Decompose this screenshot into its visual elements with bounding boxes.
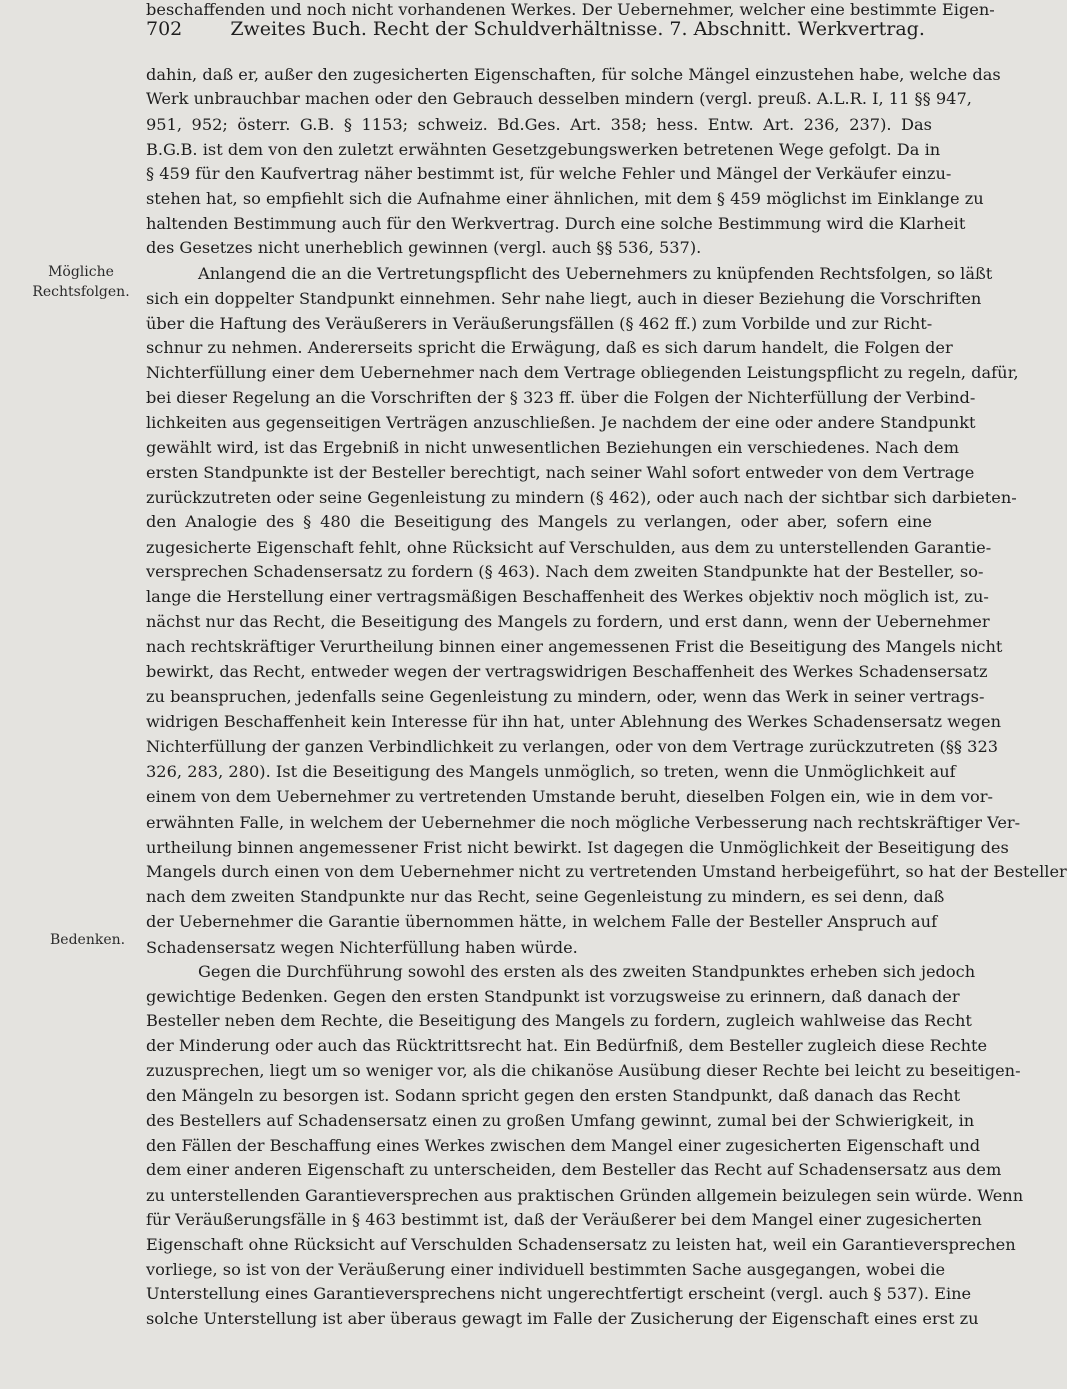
text-line: Werk unbrauchbar machen oder den Gebrauch desselben mindern (vergl. preuß. A.L.R. I, 11 §§ 947, xyxy=(146,89,972,108)
text-line: widrigen Beschaffenheit kein Interesse für ihn hat, unter Ablehnung des Werkes Schadensersatz wegen xyxy=(146,712,1002,731)
text-line: haltenden Bestimmung auch für den Werkvertrag. Durch eine solche Bestimmung wird die Klarheit xyxy=(146,214,966,233)
text-line: zu unterstellenden Garantieversprechen aus praktischen Gründen allgemein beizulegen sein würde. Wenn xyxy=(146,1186,1024,1205)
page-number: 702 xyxy=(146,18,183,40)
text-line: zugesicherte Eigenschaft fehlt, ohne Rücksicht auf Verschulden, aus dem zu unterstellenden Garantie- xyxy=(146,538,992,557)
text-line: den Fällen der Beschaffung eines Werkes zwischen dem Mangel einer zugesicherten Eigenschaft und xyxy=(146,1136,981,1155)
text-line: Eigenschaft ohne Rücksicht auf Verschulden Schadensersatz zu leisten hat, weil ein Garantieversprechen xyxy=(146,1235,1016,1254)
text-line: zu beanspruchen, jedenfalls seine Gegenleistung zu mindern, oder, wenn das Werk in seiner vertrags- xyxy=(146,687,985,706)
text-line: nach dem zweiten Standpunkte nur das Recht, seine Gegenleistung zu mindern, es sei denn, daß xyxy=(146,887,945,906)
text-line: gewählt wird, ist das Ergebniß in nicht unwesentlichen Beziehungen ein verschiedenes. Nach dem xyxy=(146,438,959,457)
text-line: Nichterfüllung einer dem Uebernehmer nach dem Vertrage obliegenden Leistungspflicht zu regeln, dafür, xyxy=(146,363,1019,382)
margin-note-rechtsfolgen xyxy=(22,262,140,302)
text-line: urtheilung binnen angemessener Frist nicht bewirkt. Ist dagegen die Unmöglichkeit der Beseitigung des xyxy=(146,838,1009,857)
text-line: erwähnten Falle, in welchem der Uebernehmer die noch mögliche Verbesserung nach rechtskräftiger Ver- xyxy=(146,813,1021,832)
margin-note-line: Mögliche xyxy=(48,264,114,280)
text-line: nächst nur das Recht, die Beseitigung des Mangels zu fordern, und erst dann, wenn der Uebernehmer xyxy=(146,612,990,631)
running-title: Zweites Buch. Recht der Schuldverhältnisse. 7. Abschnitt. Werkvertrag. xyxy=(230,18,925,40)
text-line: Unterstellung eines Garantieversprechens nicht ungerechtfertigt erscheint (vergl. auch § 537). Eine xyxy=(146,1284,972,1303)
text-line: schnur zu nehmen. Andererseits spricht die Erwägung, daß es sich darum handelt, die Folgen der xyxy=(146,338,953,357)
text-line: des Bestellers auf Schadensersatz einen zu großen Umfang gewinnt, zumal bei der Schwierigkeit, in xyxy=(146,1111,975,1130)
text-line: des Gesetzes nicht unerheblich gewinnen (vergl. auch §§ 536, 537). xyxy=(146,238,702,257)
text-line: Schadensersatz wegen Nichterfüllung haben würde. xyxy=(146,938,578,957)
text-line: für Veräußerungsfälle in § 463 bestimmt ist, daß der Veräußerer bei dem Mangel einer zugesicherten xyxy=(146,1210,982,1229)
text-line: solche Unterstellung ist aber überaus gewagt im Falle der Zusicherung der Eigenschaft eines erst zu xyxy=(146,1309,979,1328)
text-line: lange die Herstellung einer vertragsmäßigen Beschaffenheit des Werkes objektiv noch möglich ist, zu- xyxy=(146,587,989,606)
text-line: einem von dem Uebernehmer zu vertretenden Umstande beruht, dieselben Folgen ein, wie in dem vor- xyxy=(146,787,993,806)
text-line: vorliege, so ist von der Veräußerung einer individuell bestimmten Sache ausgegangen, wobei die xyxy=(146,1260,946,1279)
text-line: 951, 952; österr. G.B. § 1153; schweiz. Bd.Ges. Art. 358; hess. Entw. Art. 236, 237). Das xyxy=(146,115,932,134)
text-line: dem einer anderen Eigenschaft zu unterscheiden, dem Besteller das Recht auf Schadensersatz aus dem xyxy=(146,1160,1002,1179)
text-line: Gegen die Durchführung sowohl des ersten als des zweiten Standpunktes erheben sich jedoch xyxy=(198,962,976,981)
text-line: nach rechtskräftiger Verurtheilung binnen einer angemessenen Frist die Beseitigung des Mangels nicht xyxy=(146,637,1003,656)
text-line: versprechen Schadensersatz zu fordern (§ 463). Nach dem zweiten Standpunkte hat der Besteller, so- xyxy=(146,562,984,581)
text-line: dahin, daß er, außer den zugesicherten Eigenschaften, für solche Mängel einzustehen habe, welche das xyxy=(146,65,1001,84)
text-line: der Uebernehmer die Garantie übernommen hätte, in welchem Falle der Besteller Anspruch auf xyxy=(146,912,938,931)
text-line: lichkeiten aus gegenseitigen Verträgen anzuschließen. Je nachdem der eine oder andere Standpunkt xyxy=(146,413,976,432)
text-line: der Minderung oder auch das Rücktrittsrecht hat. Ein Bedürfniß, dem Besteller zugleich diese Rechte xyxy=(146,1036,988,1055)
text-line: den Mängeln zu besorgen ist. Sodann spricht gegen den ersten Standpunkt, daß danach das Recht xyxy=(146,1086,961,1105)
text-line: beschaffenden und noch nicht vorhandenen Werkes. Der Uebernehmer, welcher eine bestimmte Eigen- xyxy=(146,0,995,19)
text-line: sich ein doppelter Standpunkt einnehmen. Sehr nahe liegt, auch in dieser Beziehung die Vorschriften xyxy=(146,289,982,308)
text-line: den Analogie des § 480 die Beseitigung des Mangels zu verlangen, oder aber, sofern eine xyxy=(146,512,932,531)
text-line: gewichtige Bedenken. Gegen den ersten Standpunkt ist vorzugsweise zu erinnern, daß danach der xyxy=(146,987,960,1006)
text-line: Anlangend die an die Vertretungspflicht des Uebernehmers zu knüpfenden Rechtsfolgen, so läßt xyxy=(198,264,993,283)
text-line: B.G.B. ist dem von den zuletzt erwähnten Gesetzgebungswerken betretenen Wege gefolgt. Da in xyxy=(146,140,941,159)
text-line: über die Haftung des Veräußerers in Veräußerungsfällen (§ 462 ff.) zum Vorbilde und zur Richt- xyxy=(146,314,933,333)
text-line: zurückzutreten oder seine Gegenleistung zu mindern (§ 462), oder auch nach der sichtbar sich darbieten- xyxy=(146,488,1017,507)
text-line: Mangels durch einen von dem Uebernehmer nicht zu vertretenden Umstand herbeigeführt, so hat der Besteller xyxy=(146,862,1067,881)
text-line: zuzusprechen, liegt um so weniger vor, als die chikanöse Ausübung dieser Rechte bei leicht zu beseitigen- xyxy=(146,1061,1021,1080)
text-line: bewirkt, das Recht, entweder wegen der vertragswidrigen Beschaffenheit des Werkes Schadensersatz xyxy=(146,662,988,681)
text-line: bei dieser Regelung an die Vorschriften der § 323 ff. über die Folgen der Nichterfüllung der Verbind- xyxy=(146,388,976,407)
text-line: 326, 283, 280). Ist die Beseitigung des Mangels unmöglich, so treten, wenn die Unmöglichkeit auf xyxy=(146,762,956,781)
margin-note-line: Rechtsfolgen. xyxy=(32,284,130,300)
text-line: stehen hat, so empfiehlt sich die Aufnahme einer ähnlichen, mit dem § 459 möglichst im Einklange zu xyxy=(146,189,984,208)
text-line: § 459 für den Kaufvertrag näher bestimmt ist, für welche Fehler und Mängel der Verkäufer einzu- xyxy=(146,164,952,183)
margin-note-bedenken: Bedenken. xyxy=(50,932,126,948)
text-line: Besteller neben dem Rechte, die Beseitigung des Mangels zu fordern, zugleich wahlweise das Recht xyxy=(146,1011,972,1030)
text-line: ersten Standpunkte ist der Besteller berechtigt, nach seiner Wahl sofort entweder von dem Vertrage xyxy=(146,463,975,482)
text-line: Nichterfüllung der ganzen Verbindlichkeit zu verlangen, oder von dem Vertrage zurückzutreten (§§ 323 xyxy=(146,737,999,756)
